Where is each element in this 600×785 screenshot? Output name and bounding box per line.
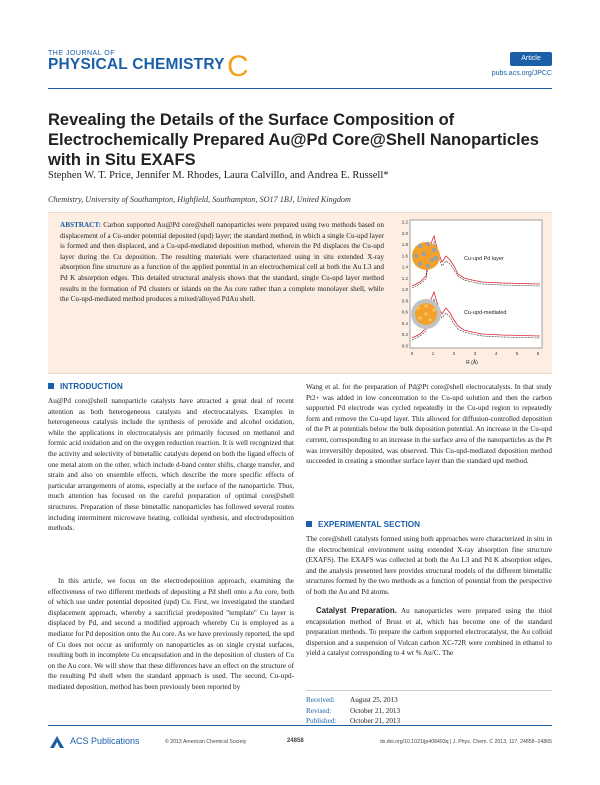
received-row: Received: August 25, 2013 <box>306 696 398 704</box>
journal-url[interactable]: pubs.acs.org/JPCC <box>491 70 552 77</box>
copyright: © 2013 American Chemical Society <box>165 739 247 745</box>
article-affiliation: Chemistry, University of Southampton, Highfield, Southampton, SO17 1BJ, United Kingdom <box>48 195 351 204</box>
nanoparticle-bottom-graphic <box>411 299 441 329</box>
y-tick-label: 0.8 <box>401 298 408 304</box>
x-tick-label: 4 <box>494 351 498 356</box>
section-marker-icon <box>48 383 54 389</box>
y-tick-label: 1.6 <box>401 253 408 259</box>
publisher-name: ACS Publications <box>70 736 140 746</box>
abstract-text: Carbon supported Au@Pd core@shell nanoparticles were prepared using two methods based on displacement of a Cu-under potential deposited (upd) layer; the standard method, in which a single Cu-upd layer is formed and then displaced, and a Cu-upd-mediated deposition method, wherein the Pd displaces the Cu-upd layer during the Cu deposition. The resulting materials were characterized using in situ extended X-ray absorption fine structure as a function of the applied potential in an electrochemical cell at both the Au L3 and Pd K absorption edges. This detailed structural analysis shows that the standard, single Cu-upd layer method results in the formation of Pd clusters or islands on the Au core rather than a complete monolayer shell, while the Cu-upd-mediated method produces a mixed/alloyed PdAu shell. <box>60 221 384 304</box>
journal-logo <box>48 50 249 83</box>
y-tick-label: 0.2 <box>401 332 408 338</box>
intro-paragraph-1: Au@Pd core@shell nanoparticle catalysts have attracted a great deal of recent attention as both heterogeneous catalysts and electrocatalysts. Examples in heterogeneous catalysis include the synthesis of peroxide and alcohol oxidation, while the applications in electrocatalysis are primarily focused on methanol and formic acid oxidation and on the oxygen reduction reaction. It is well recognized that the activity and selectivity of bimetallic catalysts depend on both the ligand effects of one metal atom on the other, which include d-band center shifts, charge transfer, and strain and also on ensemble effects, which describe the more specific effects of particular arrangements of atoms, especially at the surface of the nanoparticle. Thus, much attention has focused on the careful preparation of optimal core@shell structures. Preparation of these bimetallic nanoparticles has followed several routes including intermittent microwave heating, colloidal synthesis, and electrodeposition methods. <box>48 397 294 533</box>
article-type-badge: Article <box>510 52 552 66</box>
intro-heading: INTRODUCTION <box>48 382 294 391</box>
y-tick-label: 1.4 <box>401 264 408 270</box>
y-tick-label: 0.6 <box>401 309 408 315</box>
page-number: 24858 <box>287 738 304 744</box>
x-tick-label: 6 <box>536 351 540 356</box>
x-tick-label: 2 <box>452 351 456 356</box>
article-authors: Stephen W. T. Price, Jennifer M. Rhodes, Laura Calvillo, and Andrea E. Russell* <box>48 170 389 181</box>
catalyst-prep-heading: Catalyst Preparation. <box>316 606 397 615</box>
x-tick-label: 1 <box>431 351 435 356</box>
x-tick-label: 0 <box>410 351 414 356</box>
y-tick-label: 2.2 <box>401 219 408 225</box>
y-tick-label: 0.0 <box>401 343 408 349</box>
right-paragraph-1: Wang et al. for the preparation of Pd@Pt core@shell electrocatalysts. In that study Pt2+ was added in low concentration to the Cu-upd solution and then the carbon supported Pd electrode was cycled repeatedly in the Cu-upd region to repeatedly form and remove the Cu-upd layer. This allowed for diffusion-controlled deposition of the Pt at potentials below the bulk deposition potential. An increase in the Cu-upd current, corresponding to an increase in the surface area of the nanoparticles as the Pt was irreversibly deposited, was observed. This Cu-upd-mediated deposition method succeeded in creating a smoother surface layer than the standard upd method. <box>306 383 552 466</box>
graphic-legend-top: Cu-upd Pd layer <box>464 256 504 262</box>
plot-frame <box>410 220 542 348</box>
x-tick-label: 3 <box>473 351 477 356</box>
doi-citation[interactable]: dx.doi.org/10.1021/jp408493q | J. Phys. Chem. C 2013, 117, 24858−24865 <box>379 739 552 745</box>
header-divider <box>48 88 552 89</box>
journal-name: PHYSICAL CHEMISTRY <box>48 56 225 73</box>
abstract-label: ABSTRACT: <box>60 221 102 229</box>
right-paragraph-3: Catalyst Preparation. Au nanoparticles were prepared using the thiol encapsulation method of Brust et al, which has become one of the standard preparation methods. To prepare the carbon supported electrocatalyst, the Au colloid dispersion and a suspension of Vulcan carbon XC-72R were combined in ethanol to yield a catalyst corresponding to 4 wt % Au/C. The <box>306 606 553 658</box>
right-paragraph-2: The core@shell catalysts formed using both approaches were characterized in situ in the electrochemical environment using extended X-ray absorption fine structure (EXAFS). The EXAFS was collected at both the Au L3 and Pd K absorption edges, and the analysis presented here provides structural models of the different bimetallic structures formed by the two methods as a function of potential from the perspective of both the Au and Pd atoms. <box>306 535 552 596</box>
abstract-graphic <box>392 216 547 368</box>
intro-paragraph-2: In this article, we focus on the electrodeposition approach, examining the effectiveness of two different methods of depositing a Pd shell onto a Au core, both of which use under potential deposited (upd) Cu. First, we investigated the standard displacement approach, whereby a sacrificial predeposited "template" Cu layer is displaced by Pd, and second a modified approach whereby Cu is employed as a mediator for Pd deposition onto the Au core. As we have previously reported, the upd of Cu does not occur as uniformly on nanoparticles as on single crystal surfaces, resulting both in incomplete Cu encapsulation and in the deposition of clusters of Cu on the Au core. We will show that these differences have an effect on the structure of the resulting Pd shell when the standard approach is used. The second, Cu-upd-mediated deposition, method has been previously been reported by <box>48 577 294 691</box>
revised-row: Revised: October 21, 2013 <box>306 706 401 715</box>
y-tick-label: 0.4 <box>401 321 408 326</box>
graphic-legend-bottom: Cu-upd-mediated <box>464 310 507 316</box>
graphic-xlabel: R (Å) <box>466 360 478 366</box>
journal-letter: C <box>227 50 249 83</box>
y-tick-label: 1.2 <box>401 275 408 281</box>
y-tick-label: 1.8 <box>401 242 408 247</box>
experimental-heading: EXPERIMENTAL SECTION <box>306 520 552 529</box>
nanoparticle-top-graphic <box>412 242 440 270</box>
acs-logo-icon <box>48 734 66 750</box>
x-axis-ticks <box>411 351 540 356</box>
article-title: Revealing the Details of the Surface Composition of Electrochemically Prepared Au@Pd Core@Shell Nanoparticles with in Situ EXAFS <box>48 111 539 169</box>
section-marker-icon <box>306 521 312 527</box>
journal-small-line: THE JOURNAL OF <box>48 50 116 57</box>
acs-publications-logo[interactable] <box>48 734 153 750</box>
article-dates <box>306 690 552 727</box>
abstract <box>60 220 384 305</box>
published-row: Published: October 21, 2013 <box>306 717 401 725</box>
y-tick-label: 1.0 <box>401 287 408 293</box>
x-tick-label: 5 <box>515 351 519 356</box>
y-axis-ticks <box>402 220 409 349</box>
y-tick-label: 2.0 <box>401 230 408 236</box>
footer-divider <box>48 725 552 726</box>
